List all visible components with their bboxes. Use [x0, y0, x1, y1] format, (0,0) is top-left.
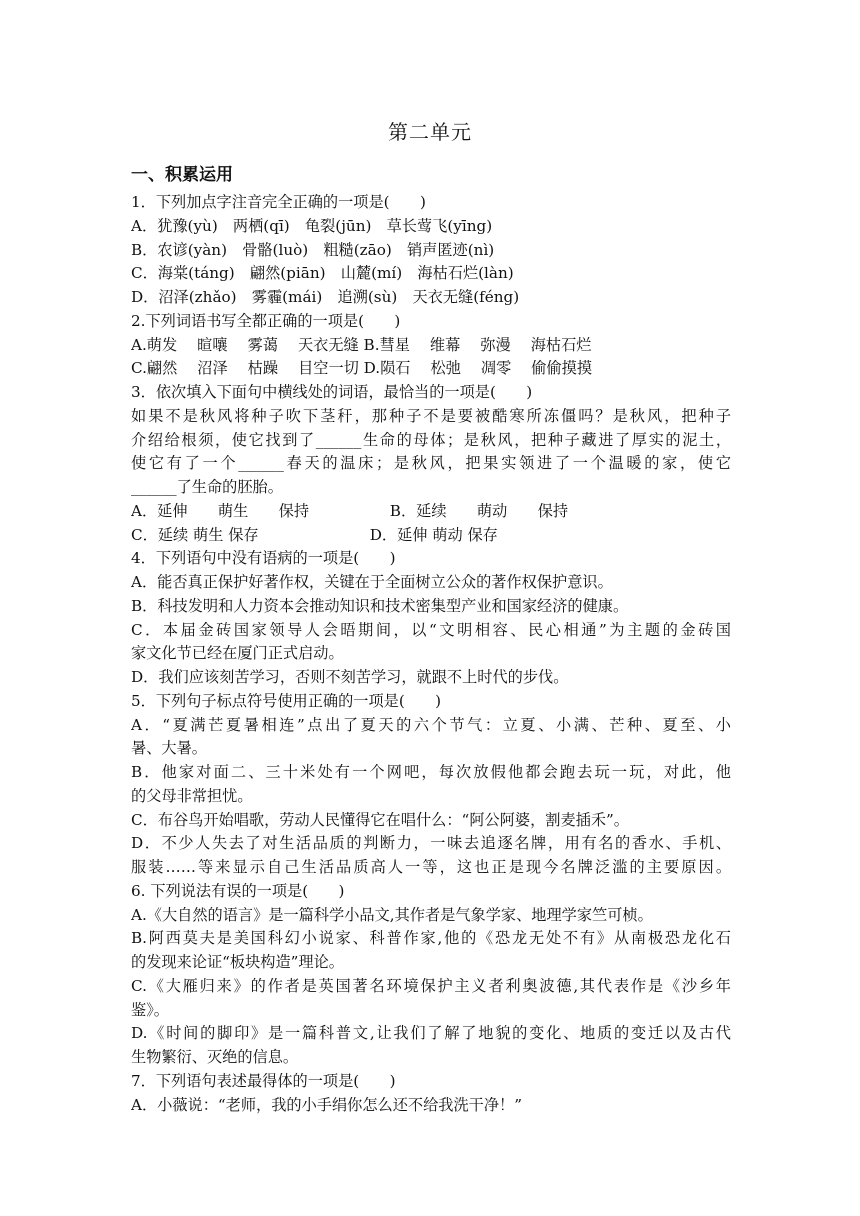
- question-3-passage-line: 如果不是秋风将种子吹下茎秆，那种子不是要被酷寒所冻僵吗？是秋风，把种子: [131, 406, 731, 425]
- question-7-stem: 7．下列语句表述最得体的一项是( ): [131, 1071, 396, 1090]
- question-6-option-b-cont: 的发现来论证“板块构造”理论。: [131, 953, 344, 971]
- question-6-option-a: A.《大自然的语言》是一篇科学小品文,其作者是气象学家、地理学家竺可桢。: [131, 905, 653, 924]
- question-4-option-d: D．我们应该刻苦学习，否则不刻苦学习，就跟不上时代的步伐。: [131, 668, 569, 686]
- question-1-option-c: C．海棠(táng) 翩然(piān) 山麓(mí) 海枯石烂(làn): [131, 264, 514, 283]
- question-3-options-ab: A．延伸 萌生 保持 B．延续 萌动 保持: [131, 501, 569, 520]
- question-3-passage-line: 使它有了一个______春天的温床；是秋风，把果实领进了一个温暖的家，使它: [131, 454, 731, 473]
- question-body: [131, 191, 731, 1117]
- question-3-passage-line: ______了生命的胚胎。: [131, 478, 283, 496]
- question-5-option-a: A．“夏满芒夏暑相连”点出了夏天的六个节气：立夏、小满、芒种、夏至、小: [131, 715, 731, 734]
- question-5-option-d: D．不少人失去了对生活品质的判断力，一味去追逐名牌，用有名的香水、手机、: [131, 834, 731, 853]
- question-5-option-a-cont: 暑、大暑。: [131, 739, 207, 758]
- question-4-option-c-cont: 家文化节已经在厦门正式启动。: [131, 644, 344, 663]
- question-3-stem: 3．依次填入下面句中横线处的词语，最恰当的一项是( ): [131, 383, 533, 401]
- question-5-option-d-cont: 服装……等来显示自己生活品质高人一等，这也正是现今名牌泛滥的主要原因。: [131, 858, 731, 876]
- question-5-option-c: C．布谷鸟开始唱歌，劳动人民懂得它在唱什么：“阿公阿婆，割麦插禾”。: [131, 810, 629, 829]
- question-1-stem: 1．下列加点字注音完全正确的一项是( ): [131, 193, 426, 211]
- question-6-option-d: D.《时间的脚印》是一篇科普文,让我们了解了地貌的变化、地质的变迁以及古代: [131, 1024, 731, 1043]
- question-4-option-c: C．本届金砖国家领导人会晤期间，以“文明相容、民心相通”为主题的金砖国: [131, 620, 731, 639]
- question-3-options-cd: C．延续 萌生 保存 D．延伸 萌动 保存: [131, 525, 498, 544]
- page-title: 第二单元: [388, 120, 472, 144]
- question-2-options-cd: C.翩然 沼泽 枯躁 目空一切 D.陨石 松弛 凋零 偷偷摸摸: [131, 359, 593, 378]
- question-5-option-b-cont: 的父母非常担忧。: [131, 786, 253, 805]
- question-3-passage-line: 介绍给根须，使它找到了______生命的母体；是秋风，把种子藏进了厚实的泥土，: [131, 430, 731, 449]
- question-7-option-a: A．小薇说：“老师，我的小手绢你怎么还不给我洗干净！”: [131, 1095, 522, 1114]
- question-6-stem: 6. 下列说法有误的一项是( ): [131, 881, 345, 900]
- section-heading: 一、积累运用: [131, 165, 233, 185]
- question-4-stem: 4．下列语句中没有语病的一项是( ): [131, 549, 396, 568]
- question-2-options-ab: A.萌发 暄嚷 雾蔼 天衣无缝 B.彗星 维幕 弥漫 海枯石烂: [131, 335, 592, 354]
- question-6-option-b: B.阿西莫夫是美国科幻小说家、科普作家,他的《恐龙无处不有》从南极恐龙化石: [131, 929, 731, 948]
- question-1-option-b: B．农谚(yàn) 骨骼(luò) 粗糙(zāo) 销声匿迹(nì): [131, 240, 495, 259]
- question-1-option-a: A．犹豫(yù) 两栖(qī) 龟裂(jūn) 草长莺飞(yīng): [131, 216, 493, 235]
- question-6-option-d-cont: 生物繁衍、灭绝的信息。: [131, 1048, 299, 1066]
- question-5-stem: 5．下列句子标点符号使用正确的一项是( ): [131, 691, 442, 710]
- question-2-stem: 2.下列词语书写全都正确的一项是( ): [131, 311, 401, 330]
- question-6-option-c-cont: 鉴》。: [131, 1000, 169, 1019]
- question-4-option-a: A．能否真正保护好著作权，关键在于全面树立公众的著作权保护意识。: [131, 573, 613, 591]
- question-4-option-b: B．科技发明和人力资本会推动知识和技术密集型产业和国家经济的健康。: [131, 596, 629, 615]
- question-1-option-d: D．沼泽(zhǎo) 雾霾(mái) 追溯(sù) 天衣无缝(féng): [131, 288, 520, 306]
- question-5-option-b: B．他家对面二、三十米处有一个网吧，每次放假他都会跑去玩一玩，对此，他: [131, 763, 731, 781]
- question-6-option-c: C.《大雁归来》的作者是英国著名环境保护主义者利奥波德,其代表作是《沙乡年: [131, 976, 731, 995]
